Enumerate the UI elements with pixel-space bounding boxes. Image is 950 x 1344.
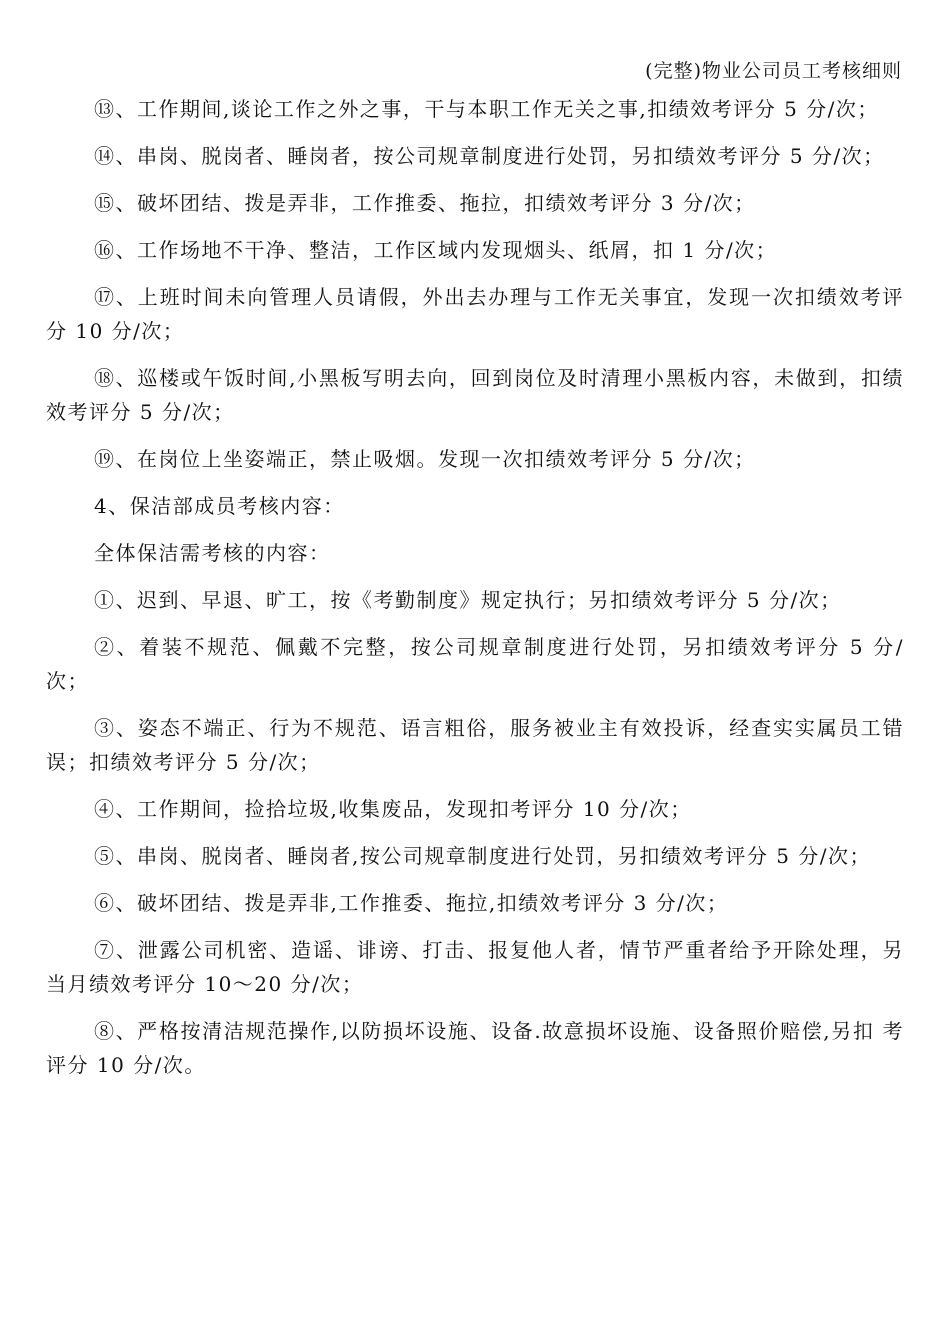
cleaning-rule-3: ③、姿态不端正、行为不规范、语言粗俗，服务被业主有效投诉，经查实实属员工错误；扣绩效考评分 5 分/次； xyxy=(46,716,904,774)
rule-item-16: ⑯、工作场地不干净、整洁，工作区域内发现烟头、纸屑，扣 1 分/次； xyxy=(94,238,778,262)
page-header: (完整)物业公司员工考核细则 xyxy=(645,60,902,82)
cleaning-rule-2: ②、着装不规范、佩戴不完整，按公司规章制度进行处罚，另扣绩效考评分 5 分/次； xyxy=(46,635,904,693)
cleaning-rule-6: ⑥、破坏团结、拨是弄非,工作推委、拖拉,扣绩效考评分 3 分/次； xyxy=(94,891,729,915)
rule-item-14: ⑭、串岗、脱岗者、睡岗者，按公司规章制度进行处罚，另扣绩效考评分 5 分/次； xyxy=(94,144,885,168)
cleaning-rule-4: ④、工作期间，捡拾垃圾,收集废品，发现扣考评分 10 分/次； xyxy=(94,797,692,821)
rule-item-18: ⑱、巡楼或午饭时间,小黑板写明去向，回到岗位及时清理小黑板内容，未做到，扣绩效考评分 5 分/次； xyxy=(46,366,904,424)
cleaning-rule-1: ①、迟到、早退、旷工，按《考勤制度》规定执行；另扣绩效考评分 5 分/次； xyxy=(94,588,842,612)
section-intro: 全体保洁需考核的内容： xyxy=(94,541,331,565)
rule-item-17: ⑰、上班时间未向管理人员请假，外出去办理与工作无关事宜，发现一次扣绩效考评分 10 分/次； xyxy=(46,285,904,343)
document-body xyxy=(46,92,904,1095)
cleaning-rule-8: ⑧、严格按清洁规范操作,以防损坏设施、设备.故意损坏设施、设备照价赔偿,另扣 考评分 10 分/次。 xyxy=(46,1019,904,1077)
cleaning-rule-7: ⑦、泄露公司机密、造谣、诽谤、打击、报复他人者，情节严重者给予开除处理，另当月绩效考评分 10～20 分/次； xyxy=(46,938,904,996)
section-heading: 4、保洁部成员考核内容： xyxy=(94,494,345,518)
cleaning-rule-5: ⑤、串岗、脱岗者、睡岗者,按公司规章制度进行处罚，另扣绩效考评分 5 分/次； xyxy=(94,844,872,868)
rule-item-13: ⑬、工作期间,谈论工作之外之事，干与本职工作无关之事,扣绩效考评分 5 分/次； xyxy=(94,97,879,121)
rule-item-19: ⑲、在岗位上坐姿端正，禁止吸烟。发现一次扣绩效考评分 5 分/次； xyxy=(94,447,756,471)
rule-item-15: ⑮、破坏团结、拨是弄非，工作推委、拖拉，扣绩效考评分 3 分/次； xyxy=(94,191,756,215)
